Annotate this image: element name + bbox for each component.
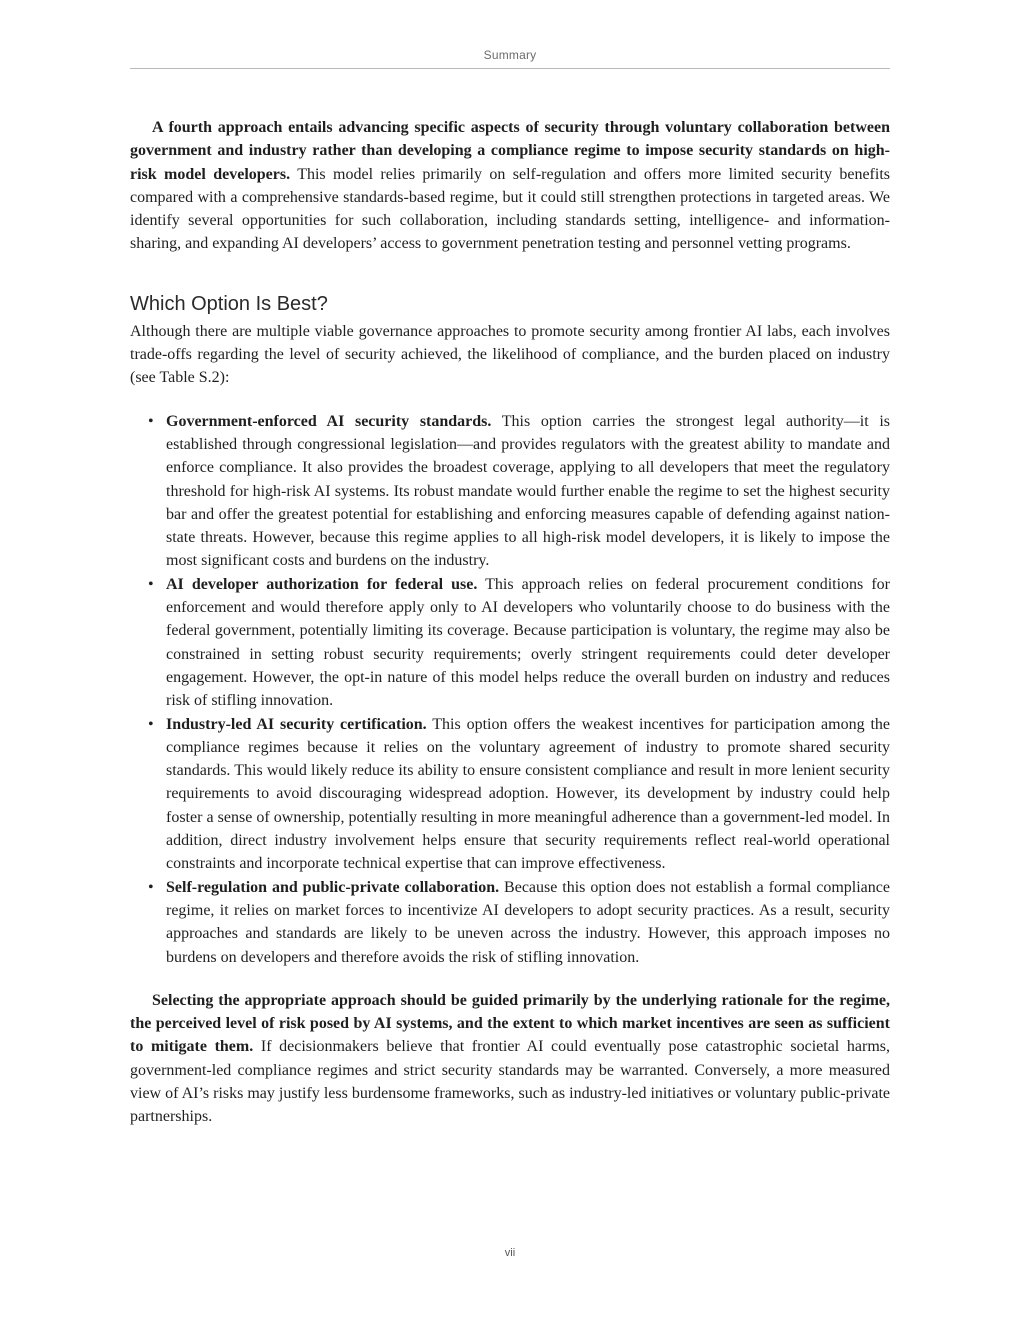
header-rule	[130, 68, 890, 69]
option-title: Government-enforced AI security standards.	[166, 412, 492, 430]
running-header: Summary	[483, 48, 537, 62]
option-text: Because this option does not establish a formal compliance regime, it relies on market forces to incentivize AI developers to adopt security practices. As a result, security approaches and standards are likely to be uneven across the industry. However, this approach imposes no burdens on developers and therefore avoids the risk of stifling innovation.	[166, 878, 890, 966]
bullet-marker: •	[148, 715, 154, 733]
intro-lead-bold: A fourth approach entails advancing specific aspects of security through voluntary collaboration between government and industry rather than developing a compliance regime to impose security standards on high-risk model developers.	[130, 119, 890, 183]
list-item-government-enforced	[130, 410, 890, 573]
list-item-federal-authorization	[130, 573, 890, 713]
list-item-industry-certification	[130, 713, 890, 876]
intro-body: This model relies primarily on self-regulation and offers more limited security benefits compared with a comprehensive standards-based regime, but it could still strengthen protections in targeted areas. We identify several opportunities for such collaboration, including standards setting, intelligence- and information-sharing, and expanding AI developers’ access to government penetration testing and personnel vetting programs.	[130, 165, 890, 253]
intro-paragraph	[130, 116, 890, 256]
section-intro: Although there are multiple viable governance approaches to promote security among frontier AI labs, each involves trade-offs regarding the level of security achieved, the likelihood of compliance, and the burden placed on industry (see Table S.2):	[130, 322, 890, 387]
bullet-marker: •	[148, 575, 154, 593]
bullet-marker: •	[148, 412, 154, 430]
bullet-marker: •	[148, 878, 154, 896]
list-item-self-regulation	[130, 876, 890, 969]
options-list	[130, 410, 890, 969]
closing-paragraph	[130, 989, 890, 1129]
section-heading: Which Option Is Best?	[130, 292, 328, 315]
document-page	[130, 0, 890, 1320]
option-text: This option carries the strongest legal authority—it is established through congressional legislation—and provides regulators with the greatest ability to mandate and enforce compliance. It also provides the broadest coverage, applying to all developers that meet the regulatory threshold for high-risk AI systems. Its robust mandate would further enable the regime to set the highest security bar and offer the greatest potential for establishing and enforcing measures capable of defending against nation-state threats. However, because this regime applies to all high-risk model developers, it is likely to impose the most significant costs and burdens on the industry.	[166, 412, 891, 570]
option-title: AI developer authorization for federal use.	[166, 575, 478, 593]
option-text: This option offers the weakest incentives for participation among the compliance regimes because it relies on the voluntary agreement of industry to promote shared security standards. This would likely reduce its ability to ensure consistent compliance and result in more lenient security requirements to avoid discouraging widespread adoption. However, its development by industry could help foster a sense of ownership, potentially resulting in more meaningful adherence than a government-led model. In addition, direct industry involvement helps ensure that security requirements reflect real-world operational constraints and incorporate technical expertise that can improve effectiveness.	[166, 715, 891, 873]
option-title: Industry-led AI security certification.	[166, 715, 427, 733]
page-content	[130, 116, 890, 1129]
option-text: This approach relies on federal procurement conditions for enforcement and would therefore apply only to AI developers who voluntarily choose to do business with the federal government, potentially limiting its coverage. Because participation is voluntary, the regime may also be constrained in setting robust security requirements; overly stringent requirements could deter developer engagement. However, the opt-in nature of this model helps reduce the overall burden on industry and reduces risk of stifling innovation.	[166, 575, 891, 710]
page-number: vii	[504, 1247, 516, 1259]
closing-lead-bold: Selecting the appropriate approach should be guided primarily by the underlying rationale for the regime, the perceived level of risk posed by AI systems, and the extent to which market incentives are seen as sufficient to mitigate them.	[130, 991, 890, 1056]
closing-body: If decisionmakers believe that frontier AI could eventually pose catastrophic societal harms, government-led compliance regimes and strict security standards may be warranted. Conversely, a more measured view of AI’s risks may justify less burdensome frameworks, such as industry-led initiatives or voluntary public-private partnerships.	[130, 1038, 890, 1126]
option-title: Self-regulation and public-private collaboration.	[166, 878, 500, 896]
